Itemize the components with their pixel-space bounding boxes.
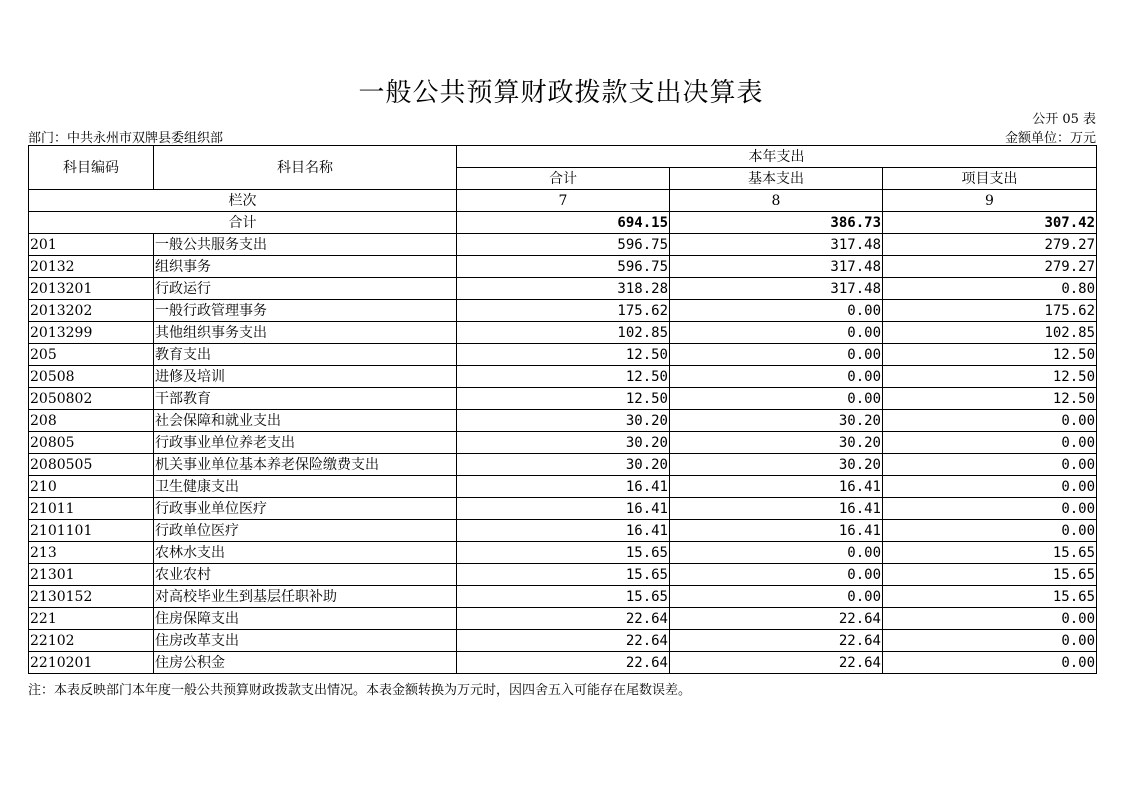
row-total: 15.65 — [457, 564, 670, 586]
row-name: 进修及培训 — [154, 366, 457, 388]
row-code: 221 — [29, 608, 154, 630]
row-basic: 0.00 — [670, 300, 883, 322]
expense-table — [28, 145, 1097, 674]
column-number-basic: 8 — [670, 190, 883, 212]
table-row — [29, 278, 1097, 300]
row-name: 一般公共服务支出 — [154, 234, 457, 256]
table-row — [29, 652, 1097, 674]
row-code: 205 — [29, 344, 154, 366]
row-basic: 16.41 — [670, 520, 883, 542]
row-name: 农林水支出 — [154, 542, 457, 564]
row-name: 住房改革支出 — [154, 630, 457, 652]
table-row — [29, 234, 1097, 256]
table-row — [29, 476, 1097, 498]
row-basic: 317.48 — [670, 278, 883, 300]
row-total: 22.64 — [457, 608, 670, 630]
table-row — [29, 498, 1097, 520]
totals-basic: 386.73 — [670, 212, 883, 234]
row-code: 21011 — [29, 498, 154, 520]
table-row — [29, 322, 1097, 344]
totals-label: 合计 — [29, 212, 457, 234]
table-row — [29, 520, 1097, 542]
row-project: 0.80 — [883, 278, 1097, 300]
table-row — [29, 432, 1097, 454]
row-name: 行政运行 — [154, 278, 457, 300]
row-name: 农业农村 — [154, 564, 457, 586]
row-total: 175.62 — [457, 300, 670, 322]
row-basic: 0.00 — [670, 388, 883, 410]
row-total: 16.41 — [457, 498, 670, 520]
row-total: 12.50 — [457, 388, 670, 410]
column-number-total: 7 — [457, 190, 670, 212]
row-code: 2101101 — [29, 520, 154, 542]
row-code: 2013202 — [29, 300, 154, 322]
row-code: 201 — [29, 234, 154, 256]
row-total: 596.75 — [457, 234, 670, 256]
row-code: 20132 — [29, 256, 154, 278]
header-total: 合计 — [457, 168, 670, 190]
table-row — [29, 564, 1097, 586]
row-project: 0.00 — [883, 630, 1097, 652]
row-project: 12.50 — [883, 344, 1097, 366]
row-name: 住房公积金 — [154, 652, 457, 674]
row-basic: 0.00 — [670, 344, 883, 366]
row-name: 社会保障和就业支出 — [154, 410, 457, 432]
row-total: 102.85 — [457, 322, 670, 344]
row-code: 2050802 — [29, 388, 154, 410]
column-number-row — [29, 190, 1097, 212]
form-number: 公开 05 表 — [1032, 112, 1096, 127]
row-project: 0.00 — [883, 432, 1097, 454]
page-title: 一般公共预算财政拨款支出决算表 — [358, 78, 764, 108]
row-code: 20508 — [29, 366, 154, 388]
row-basic: 0.00 — [670, 564, 883, 586]
row-project: 12.50 — [883, 366, 1097, 388]
row-total: 30.20 — [457, 410, 670, 432]
row-project: 0.00 — [883, 498, 1097, 520]
row-project: 0.00 — [883, 608, 1097, 630]
row-total: 30.20 — [457, 454, 670, 476]
row-project: 279.27 — [883, 256, 1097, 278]
row-basic: 16.41 — [670, 498, 883, 520]
unit-label: 金额单位：万元 — [1004, 131, 1096, 146]
row-total: 15.65 — [457, 542, 670, 564]
row-total: 12.50 — [457, 344, 670, 366]
row-basic: 0.00 — [670, 322, 883, 344]
table-row — [29, 586, 1097, 608]
row-basic: 0.00 — [670, 586, 883, 608]
row-code: 2130152 — [29, 586, 154, 608]
row-name: 住房保障支出 — [154, 608, 457, 630]
row-total: 15.65 — [457, 586, 670, 608]
row-total: 30.20 — [457, 432, 670, 454]
row-total: 22.64 — [457, 630, 670, 652]
row-code: 21301 — [29, 564, 154, 586]
row-code: 2080505 — [29, 454, 154, 476]
row-project: 15.65 — [883, 564, 1097, 586]
column-label: 栏次 — [29, 190, 457, 212]
row-code: 22102 — [29, 630, 154, 652]
row-project: 0.00 — [883, 454, 1097, 476]
row-name: 组织事务 — [154, 256, 457, 278]
row-basic: 30.20 — [670, 454, 883, 476]
row-name: 一般行政管理事务 — [154, 300, 457, 322]
row-code: 20805 — [29, 432, 154, 454]
row-name: 行政单位医疗 — [154, 520, 457, 542]
row-name: 教育支出 — [154, 344, 457, 366]
table-row — [29, 454, 1097, 476]
row-name: 行政事业单位养老支出 — [154, 432, 457, 454]
row-total: 22.64 — [457, 652, 670, 674]
table-row — [29, 388, 1097, 410]
header-name: 科目名称 — [154, 146, 457, 190]
table-row — [29, 344, 1097, 366]
row-name: 机关事业单位基本养老保险缴费支出 — [154, 454, 457, 476]
row-basic: 16.41 — [670, 476, 883, 498]
row-name: 其他组织事务支出 — [154, 322, 457, 344]
row-basic: 22.64 — [670, 652, 883, 674]
table-row — [29, 256, 1097, 278]
table-row — [29, 300, 1097, 322]
row-basic: 22.64 — [670, 630, 883, 652]
row-basic: 30.20 — [670, 410, 883, 432]
row-code: 213 — [29, 542, 154, 564]
row-code: 208 — [29, 410, 154, 432]
row-total: 318.28 — [457, 278, 670, 300]
row-basic: 317.48 — [670, 256, 883, 278]
row-project: 175.62 — [883, 300, 1097, 322]
table-row — [29, 608, 1097, 630]
row-total: 16.41 — [457, 476, 670, 498]
row-name: 卫生健康支出 — [154, 476, 457, 498]
header-project: 项目支出 — [883, 168, 1097, 190]
totals-project: 307.42 — [883, 212, 1097, 234]
row-project: 0.00 — [883, 476, 1097, 498]
row-code: 210 — [29, 476, 154, 498]
row-project: 12.50 — [883, 388, 1097, 410]
row-code: 2210201 — [29, 652, 154, 674]
header-year-expense: 本年支出 — [457, 146, 1097, 168]
row-code: 2013299 — [29, 322, 154, 344]
row-project: 102.85 — [883, 322, 1097, 344]
row-basic: 0.00 — [670, 366, 883, 388]
column-number-project: 9 — [883, 190, 1097, 212]
row-basic: 0.00 — [670, 542, 883, 564]
footnote: 注：本表反映部门本年度一般公共预算财政拨款支出情况。本表金额转换为万元时，因四舍五入可能存在尾数误差。 — [28, 683, 692, 698]
row-total: 12.50 — [457, 366, 670, 388]
totals-row — [29, 212, 1097, 234]
totals-total: 694.15 — [457, 212, 670, 234]
row-basic: 30.20 — [670, 432, 883, 454]
row-basic: 317.48 — [670, 234, 883, 256]
table-row — [29, 630, 1097, 652]
row-code: 2013201 — [29, 278, 154, 300]
row-project: 0.00 — [883, 410, 1097, 432]
row-total: 596.75 — [457, 256, 670, 278]
header-code: 科目编码 — [29, 146, 154, 190]
row-project: 15.65 — [883, 542, 1097, 564]
row-project: 0.00 — [883, 520, 1097, 542]
row-name: 行政事业单位医疗 — [154, 498, 457, 520]
table-row — [29, 410, 1097, 432]
row-name: 对高校毕业生到基层任职补助 — [154, 586, 457, 608]
row-total: 16.41 — [457, 520, 670, 542]
department-label: 部门：中共永州市双牌县委组织部 — [28, 131, 224, 146]
row-project: 0.00 — [883, 652, 1097, 674]
header-row-1 — [29, 146, 1097, 168]
table-row — [29, 542, 1097, 564]
header-basic: 基本支出 — [670, 168, 883, 190]
row-basic: 22.64 — [670, 608, 883, 630]
row-project: 15.65 — [883, 586, 1097, 608]
table-row — [29, 366, 1097, 388]
row-name: 干部教育 — [154, 388, 457, 410]
row-project: 279.27 — [883, 234, 1097, 256]
